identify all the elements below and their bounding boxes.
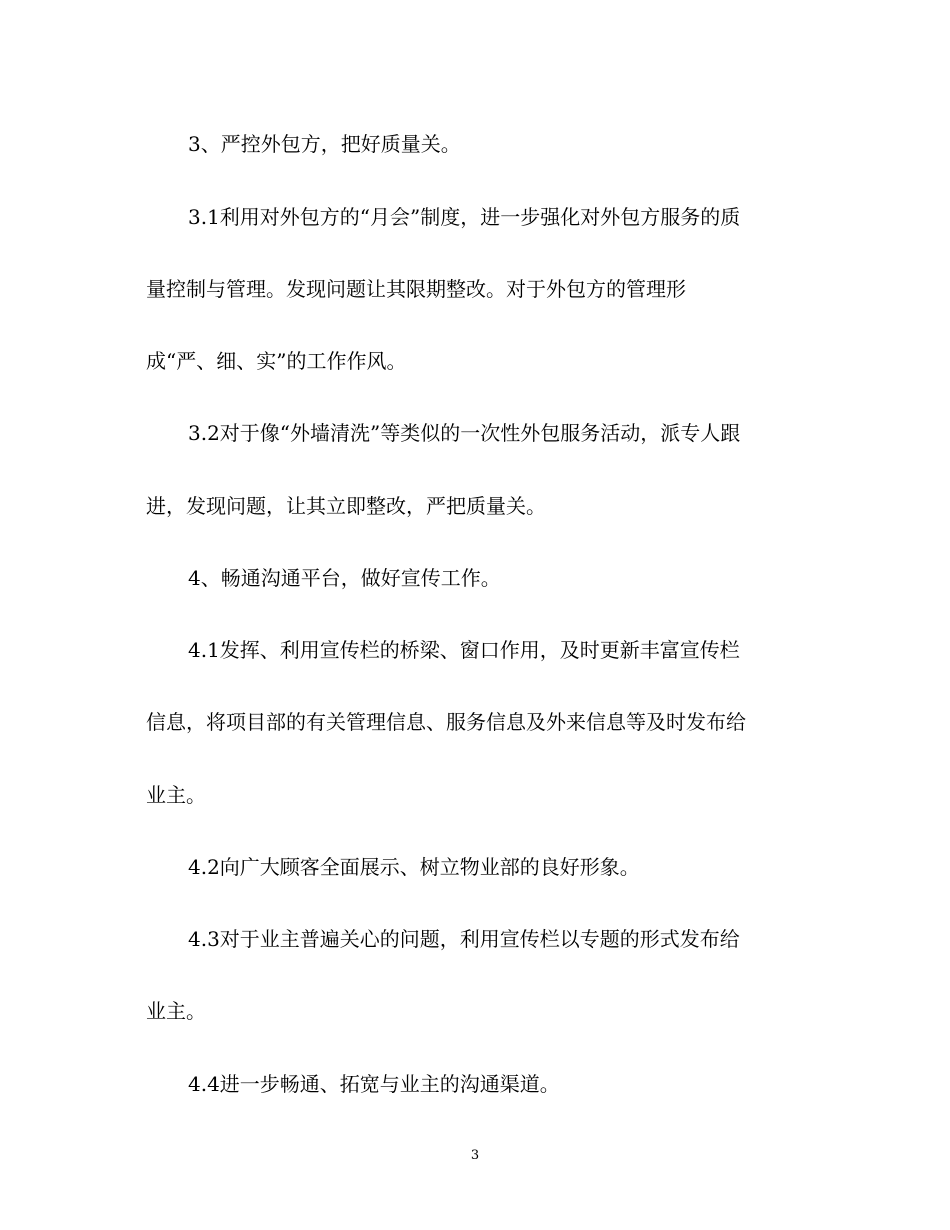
paragraph-4-1-line-1: 4.1发挥、利用宣传栏的桥梁、窗口作用，及时更新丰富宣传栏 <box>188 638 740 662</box>
paragraph-3-1-line-3: 成“严、细、实”的工作作风。 <box>146 349 407 373</box>
paragraph-3-2-line-2: 进，发现问题，让其立即整改，严把质量关。 <box>146 494 546 518</box>
paragraph-4-1-line-2: 信息，将项目部的有关管理信息、服务信息及外来信息等及时发布给 <box>146 710 746 734</box>
paragraph-4-3-line-2: 业主。 <box>146 999 206 1023</box>
paragraph-4-2: 4.2向广大顾客全面展示、树立物业部的良好形象。 <box>188 855 640 879</box>
paragraph-4-4: 4.4进一步畅通、拓宽与业主的沟通渠道。 <box>188 1072 560 1096</box>
paragraph-3-1-line-1: 3.1利用对外包方的“月会”制度，进一步强化对外包方服务的质 <box>188 205 741 229</box>
paragraph-3-1-line-2: 量控制与管理。发现问题让其限期整改。对于外包方的管理形 <box>146 277 686 301</box>
page-number: 3 <box>470 1148 480 1163</box>
paragraph-3-2-line-1: 3.2对于像“外墙清洗”等类似的一次性外包服务活动，派专人跟 <box>188 421 741 445</box>
paragraph-4-3-line-1: 4.3对于业主普遍关心的问题，利用宣传栏以专题的形式发布给 <box>188 927 740 951</box>
heading-3: 3、严控外包方，把好质量关。 <box>188 132 461 156</box>
heading-4: 4、畅通沟通平台，做好宣传工作。 <box>188 566 501 590</box>
paragraph-4-1-line-3: 业主。 <box>146 783 206 807</box>
